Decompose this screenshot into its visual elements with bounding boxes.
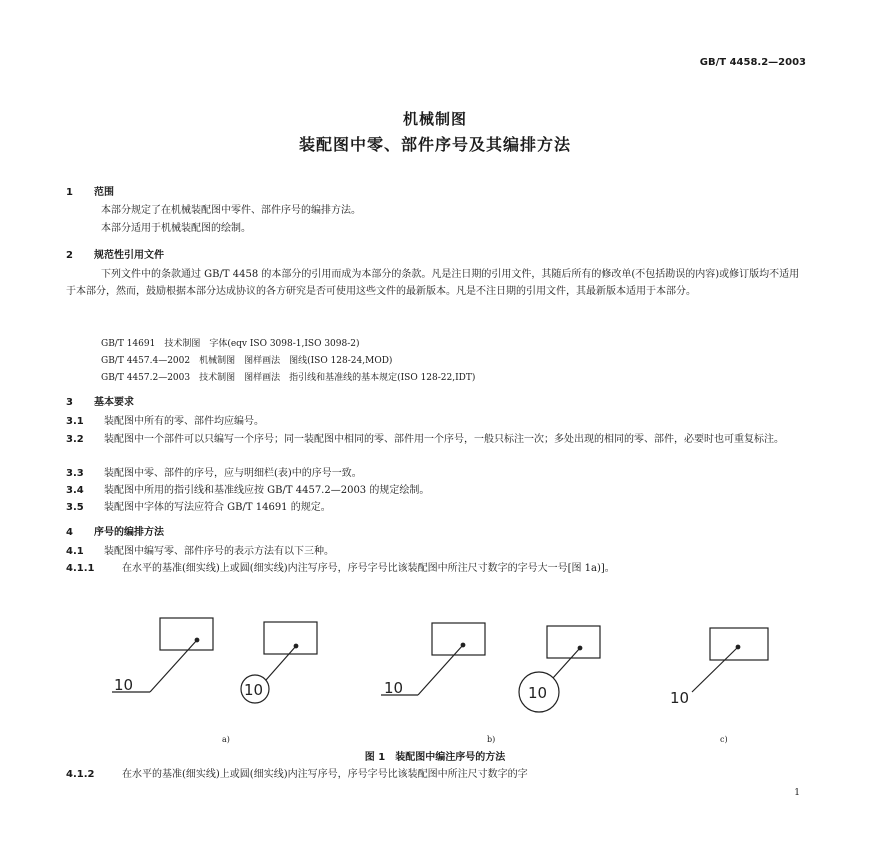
part-outline bbox=[264, 622, 317, 654]
clause-3-5: 3.5 装配图中字体的写法应符合 GB/T 14691 的规定。 bbox=[66, 502, 331, 513]
leader-line bbox=[553, 648, 580, 678]
figure-sub-label-c: c) bbox=[720, 735, 728, 744]
page-number: 1 bbox=[794, 788, 800, 798]
section-2-heading: 2 规范性引用文件 bbox=[66, 250, 164, 261]
leader-dot bbox=[736, 645, 740, 649]
clause-3-3: 3.3 装配图中零、部件的序号，应与明细栏(表)中的序号一致。 bbox=[66, 468, 362, 479]
reference-item: GB/T 14691 技术制图 字体(eqv ISO 3098-1,ISO 3098-2) bbox=[101, 339, 360, 349]
clause-4-1-1: 4.1.1 在水平的基准(细实线)上或圆(细实线)内注写序号，序号字号比该装配图中所注尺寸数字的字号大一号[图 1a)]。 bbox=[66, 563, 615, 574]
clause-3-1: 3.1 装配图中所有的零、部件均应编号。 bbox=[66, 416, 264, 427]
reference-item: GB/T 4457.4—2002 机械制图 图样画法 图线(ISO 128-24,MOD) bbox=[101, 356, 393, 366]
leader-dot bbox=[578, 646, 582, 650]
figure-1-drawing bbox=[0, 600, 870, 740]
figure-sub-label-b: b) bbox=[487, 735, 496, 744]
part-outline bbox=[547, 626, 600, 658]
figure-caption: 图 1 装配图中编注序号的方法 bbox=[364, 752, 506, 763]
leader-line bbox=[692, 647, 738, 692]
part-outline bbox=[710, 628, 768, 660]
figure-sub-label-a: a) bbox=[222, 735, 230, 744]
item-number: 10 bbox=[114, 676, 134, 694]
leader-dot bbox=[195, 638, 199, 642]
clause-3-4: 3.4 装配图中所用的指引线和基准线应按 GB/T 4457.2—2003 的规定绘制。 bbox=[66, 485, 430, 496]
leader-dot bbox=[461, 643, 465, 647]
section-1-heading: 1 范围 bbox=[66, 187, 114, 198]
leader-line bbox=[150, 640, 197, 692]
section-3-heading: 3 基本要求 bbox=[66, 397, 134, 408]
section-2-paragraph: 下列文件中的条款通过 GB/T 4458 的本部分的引用而成为本部分的条款。凡是注日期的引用文件，其随后所有的修改单(不包括勘误的内容)或修订版均不适用于本部分，然而，鼓励根据本部分达成协议的各方研究是否可使用这些文件的最新版本。凡是不注日期的引用文件，其最新版本适用于本部分。 bbox=[66, 269, 800, 297]
standard-code: GB/T 4458.2—2003 bbox=[699, 57, 806, 68]
clause-4-1-2: 4.1.2 在水平的基准(细实线)上或圆(细实线)内注写序号，序号字号比该装配图中所注尺寸数字的字 bbox=[66, 769, 528, 780]
section-4-heading: 4 序号的编排方法 bbox=[66, 527, 164, 538]
clause-3-2: 3.2 装配图中一个部件可以只编写一个序号；同一装配图中相同的零、部件用一个序号，一般只标注一次；多处出现的相同的零、部件，必要时也可重复标注。 bbox=[66, 434, 784, 445]
document-subtitle: 装配图中零、部件序号及其编排方法 bbox=[298, 135, 571, 154]
item-number: 10 bbox=[384, 679, 404, 697]
leader-line bbox=[418, 645, 463, 695]
section-1-paragraph-2: 本部分适用于机械装配图的绘制。 bbox=[101, 223, 251, 234]
document-title: 机械制图 bbox=[402, 110, 467, 128]
leader-line bbox=[266, 646, 296, 680]
part-outline bbox=[160, 618, 213, 650]
item-number: 10 bbox=[244, 681, 264, 699]
item-number: 10 bbox=[528, 684, 548, 702]
clause-4-1: 4.1 装配图中编写零、部件序号的表示方法有以下三种。 bbox=[66, 546, 334, 557]
item-number: 10 bbox=[670, 689, 690, 707]
section-1-paragraph-1: 本部分规定了在机械装配图中零件、部件序号的编排方法。 bbox=[101, 205, 361, 216]
reference-item: GB/T 4457.2—2003 技术制图 图样画法 指引线和基准线的基本规定(ISO 128-22,IDT) bbox=[101, 373, 476, 383]
leader-dot bbox=[294, 644, 298, 648]
